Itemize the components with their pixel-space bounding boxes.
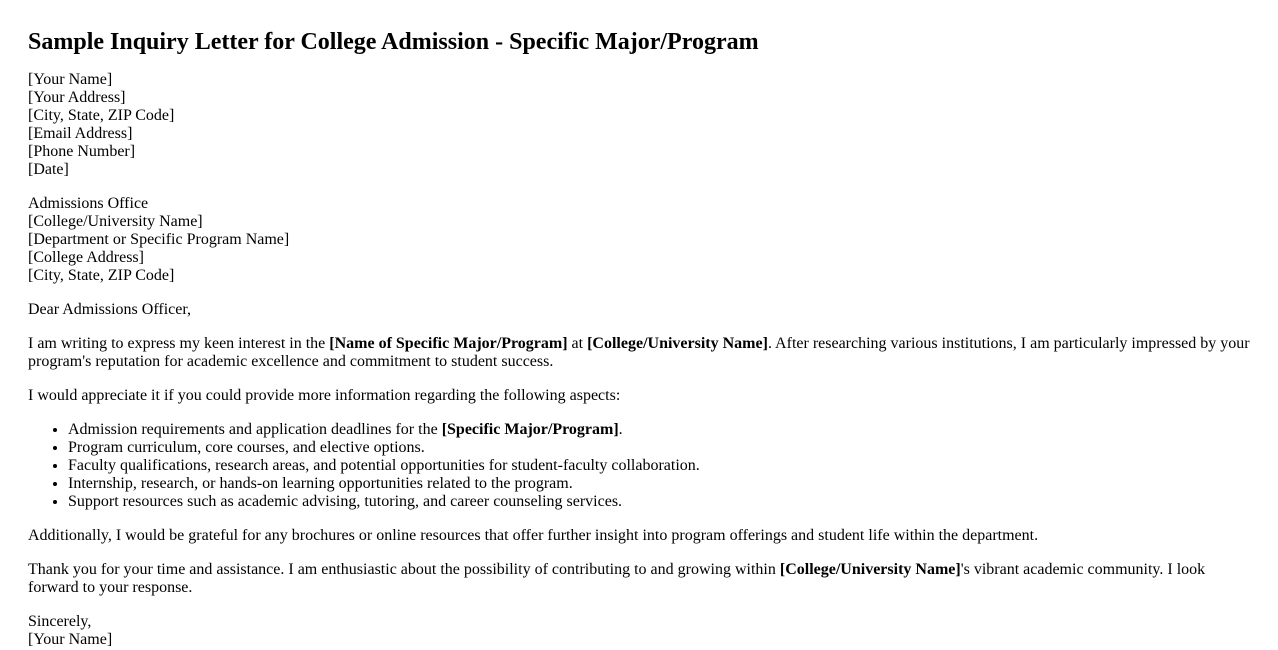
sender-email: [Email Address] xyxy=(28,125,133,142)
list-item xyxy=(68,421,1250,439)
page-title: Sample Inquiry Letter for College Admission - Specific Major/Program xyxy=(28,29,759,55)
recipient-address-block xyxy=(28,195,1250,285)
list-item-1-text-1: Admission requirements and application deadlines for the xyxy=(68,421,442,438)
list-item: • Program curriculum, core courses, and elective options. xyxy=(68,439,1250,457)
sender-city-state-zip: [City, State, ZIP Code] xyxy=(28,107,175,124)
thanks-text-2: 's vibrant academic community. I look forward to your response. xyxy=(28,561,1206,596)
request-list xyxy=(28,421,1250,511)
sender-address-block xyxy=(28,71,1250,179)
list-item: • Faculty qualifications, research areas, and potential opportunities for student-faculty collaboration. xyxy=(68,457,1250,475)
intro-college-name: [College/University Name] xyxy=(587,335,768,352)
thanks-college-name: [College/University Name] xyxy=(779,561,961,578)
closing-sincerely: Sincerely, xyxy=(28,613,92,630)
sender-phone: [Phone Number] xyxy=(28,143,136,160)
letter-date: [Date] xyxy=(28,161,69,178)
list-item: • Support resources such as academic advising, tutoring, and career counseling services. xyxy=(68,493,1250,511)
intro-text-2: at xyxy=(567,335,588,352)
intro-program-name: [Name of Specific Major/Program] xyxy=(329,335,568,352)
salutation: Dear Admissions Officer, xyxy=(28,301,192,318)
closing-block xyxy=(28,613,1250,649)
sender-address: [Your Address] xyxy=(28,89,126,106)
recipient-college: [College/University Name] xyxy=(28,213,203,230)
request-paragraph: I would appreciate it if you could provide more information regarding the following aspects: xyxy=(28,387,621,404)
list-item: • Internship, research, or hands-on learning opportunities related to the program. xyxy=(68,475,1250,493)
sender-name: [Your Name] xyxy=(28,71,113,88)
intro-paragraph xyxy=(28,335,1250,371)
brochure-paragraph: Additionally, I would be grateful for any brochures or online resources that offer further insight into program offerings and student life within the department. xyxy=(28,527,1039,544)
recipient-department: [Department or Specific Program Name] xyxy=(28,231,290,248)
recipient-city-state-zip: [City, State, ZIP Code] xyxy=(28,267,175,284)
list-item-1-text-2: . xyxy=(618,421,623,438)
thanks-paragraph xyxy=(28,561,1250,597)
thanks-text-1: Thank you for your time and assistance. I am enthusiastic about the possibility of contributing to and growing within xyxy=(28,561,780,578)
intro-text-3: . After researching various institutions, I am particularly impressed by your program's reputation for academic excellence and commitment to student success. xyxy=(28,335,1250,370)
closing-name: [Your Name] xyxy=(28,631,113,648)
recipient-address: [College Address] xyxy=(28,249,144,266)
list-item-1-program: [Specific Major/Program] xyxy=(441,421,619,438)
recipient-office: Admissions Office xyxy=(28,195,149,212)
intro-text-1: I am writing to express my keen interest in the xyxy=(28,335,330,352)
